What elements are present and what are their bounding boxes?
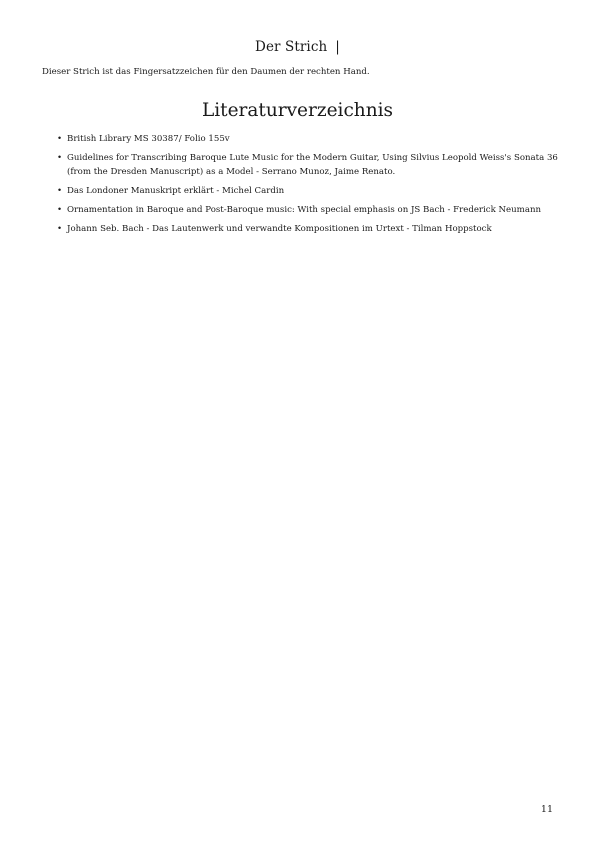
- list-item: [55, 151, 560, 179]
- bullet-icon: •: [57, 224, 63, 234]
- bibliography-heading: Literaturverzeichnis: [201, 100, 394, 121]
- list-item: [55, 184, 560, 198]
- bullet-icon: •: [57, 186, 63, 196]
- bullet-icon: •: [57, 134, 63, 144]
- section-title: Der Strich: [255, 39, 328, 55]
- bibliography-entry: Johann Seb. Bach - Das Lautenwerk und verwandte Kompositionen im Urtext - Tilman Hoppstock: [67, 224, 492, 234]
- bibliography-entry: Ornamentation in Baroque and Post-Baroque music: With special emphasis on JS Bach - Frederick Neumann: [67, 205, 542, 215]
- bibliography-entry: British Library MS 30387/ Folio 155v: [67, 134, 230, 144]
- page-number: 11: [540, 804, 553, 815]
- intro-paragraph: Dieser Strich ist das Fingersatzzeichen für den Daumen der rechten Hand.: [42, 67, 370, 77]
- list-item: [55, 132, 560, 146]
- bibliography-list: [55, 132, 560, 241]
- section-heading: [0, 39, 595, 55]
- list-item: [55, 222, 560, 236]
- bullet-icon: •: [57, 205, 63, 215]
- bibliography-entry: Das Londoner Manuskript erklärt - Michel Cardin: [67, 186, 285, 196]
- list-item: [55, 203, 560, 217]
- bibliography-entry: Guidelines for Transcribing Baroque Lute Music for the Modern Guitar, Using Silvius Leopold Weiss's Sonata 36 (from the Dresden Manuscript) as a Model - Serrano Munoz, Jaime Renato.: [67, 153, 558, 177]
- thumb-stroke-symbol: |: [335, 39, 340, 55]
- bullet-icon: •: [57, 153, 63, 163]
